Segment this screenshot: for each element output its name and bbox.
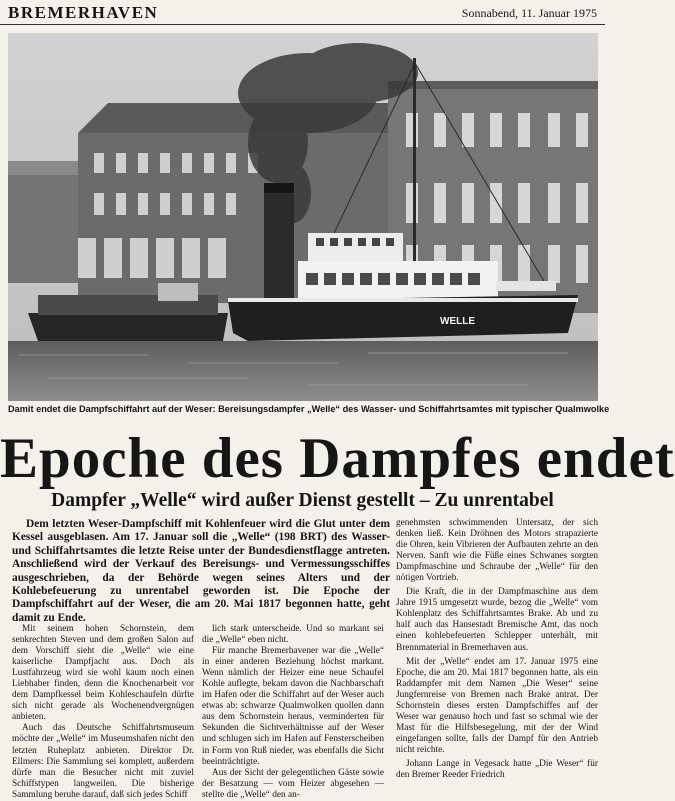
article-paragraph: Johann Lange in Vegesack hatte „Die Weser“ für den Bremer Reeder Friedrich [396,758,598,781]
article-column-3 [396,518,598,780]
article-paragraph: Auch das Deutsche Schiffahrtsmuseum möchte der „Welle“ im Museumshafen nicht den letzten Ruheplatz anbieten. Direktor Dr. Ellmers: Die Sammlung sei komplett, außerdem dürfe man die Besucher nicht mit zuviel Schiffstypen langweilen. Die bisherige Sammlung beruhe darauf, daß sich jedes Schiff [12,723,194,800]
article-paragraph: genehmsten schwimmenden Untersatz, der sich denken ließ. Kein Dröhnen des Motors strapazierte die Ohren, kein Vibrieren der Aufbauten zehrte an den Nerven. Sanft wie die Füße eines Schwanes sorgten Dampfmaschine und Schraube der „Welle“ für den nötigen Vortrieb. [396,518,598,584]
article-column-1 [12,624,194,800]
photo-caption: Damit endet die Dampfschiffahrt auf der Weser: Bereisungsdampfer „Welle“ des Wasser- und Schiffahrtsamtes mit typischer Qualmwolke [8,404,610,414]
article-paragraph: Die Kraft, die in der Dampfmaschine aus dem Jahre 1915 umgesetzt wurde, bezog die „Welle“ vom Kohlenplatz des Schiffahrtsamtes Brake. Ab und zu half auch das Hansestadt Bremische Amt, das noch einen kohlebefeuerten Schlepper unterhält, mit Brennmaterial in Bremerhaven aus. [396,587,598,653]
article-paragraph: Für manche Bremerhavener war die „Welle“ in einer anderen Beziehung höchst markant. Wenn nämlich der Heizer eine neue Schaufel Kohle auflegte, bekam davon die Nachbarschaft im Hafen oder die Schiffahrt auf der Weser auch etwas ab: schwarze Qualmwolken quollen dann aus dem Schornstein heraus, verminderten für Sekunden die Sichtverhältnisse auf der Weser und schlugen sich im Hafen auf Fensterscheiben in Form von Ruß nieder, was ebenfalls die Sicht beeinträchtigte. [202,646,384,767]
article-lead-paragraph: Dem letzten Weser-Dampfschiff mit Kohlenfeuer wird die Glut unter dem Kessel ausgeblasen. Am 17. Januar soll die „Welle“ (198 BRT) des Wasser- und Schiffahrtsamtes die letzte Reise unter der Bundesdienstflagge antreten. Anschließend wird der Verkauf des Bereisungs- und Vermessungsschiffes ausgeschrieben, da der Behörde wegen seines Alters und der Kohlebefeuerung zu unrentabel geworden ist. Die Epoche der Dampfschiffahrt auf der Weser, die am 20. Mai 1817 begonnen hatte, geht damit zu Ende. [12,518,390,624]
article-subheadline: Dampfer „Welle“ wird außer Dienst gestellt – Zu unrentabel [51,490,554,511]
article-headline: Epoche des Dampfes endet [0,427,675,490]
ship-name-label: WELLE [440,316,475,327]
article-paragraph: Mit seinem hohen Schornstein, dem senkrechten Steven und dem großen Salon auf dem Vorschiff sieht die „Welle“ wie eine kaiserliche Dampfjacht aus. Doch als Lustfahrzeug wird sie wohl kaum noch einen Liebhaber finden, denn die Knochenarbeit vor dem Dampfkessel beim Kohleschaufeln dürfte sich nicht gerade als Wochenendvergnügen anbieten. [12,624,194,723]
issue-date: Sonnabend, 11. Januar 1975 [461,6,597,20]
article-paragraph: Aus der Sicht der gelegentlichen Gäste sowie der Besatzung — vom Heizer abgesehen — stellte die „Welle“ den an- [202,767,384,800]
section-city-title: BREMERHAVEN [8,3,159,22]
article-column-2 [202,624,384,800]
article-paragraph: lich stark unterscheide. Und so markant sei die „Welle“ eben nicht. [202,624,384,646]
harbor-photo [8,33,598,401]
article-paragraph: Mit der „Welle“ endet am 17. Januar 1975 eine Epoche, die am 20. Mai 1817 begonnen hatte, als ein Raddampfer mit dem Namen „Die Weser“ seine Jungfernreise von Bremen nach Brake antrat. Der Schornstein dieses ersten Dampfschiffes auf der Weser war genauso hoch und fast so schmal wie der Mast für die Hilfsbesegelung, mit der der Wind eingefangen sollte, falls der Dampf für den Antrieb nicht reichte. [396,656,598,755]
page-header [0,0,605,25]
